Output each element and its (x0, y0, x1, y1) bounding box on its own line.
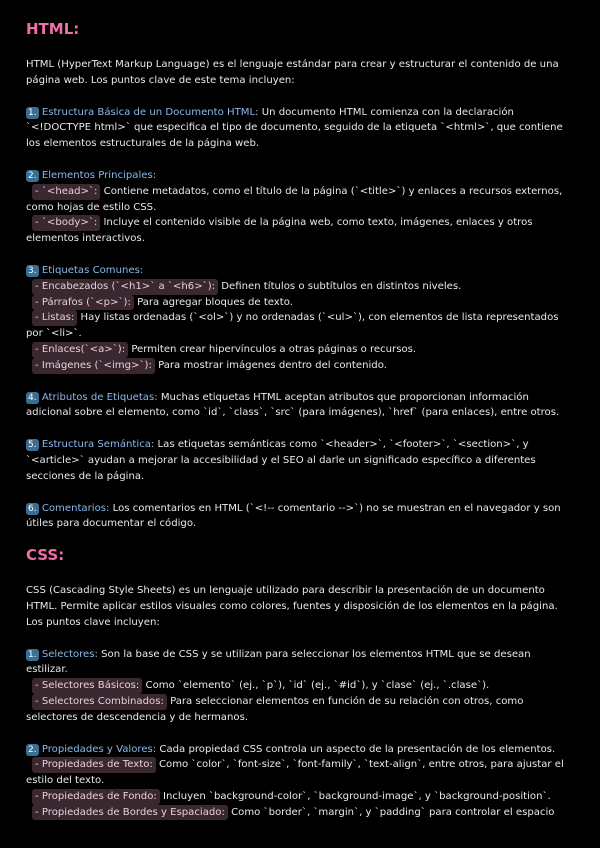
item-text: Las etiquetas semánticas como `<header>`, `<footer>`, `<section>`, y `<article>` ayudan a mejorar la accesibilidad y el SEO al darle un significado específico a diferentes secciones de la página. (26, 439, 536, 482)
html-item-2 (26, 168, 572, 247)
html-item-4 (26, 390, 572, 422)
sub-text: Incluye el contenido visible de la página web, como texto, imágenes, enlaces y otros elementos interactivos. (26, 217, 533, 245)
sub-label: - Imágenes (`<img>`): (32, 358, 155, 374)
item-number: 3. (28, 265, 37, 276)
sub-text: Definen títulos o subtítulos en distintos niveles. (218, 280, 462, 292)
item-text: Son la base de CSS y se utilizan para seleccionar los elementos HTML que se desean estilizar. (26, 648, 531, 676)
item-number: 1. (28, 649, 37, 660)
item-heading: Estructura Semántica: (41, 439, 155, 451)
sub-item (26, 215, 572, 247)
item-heading: Elementos Principales: (41, 169, 157, 181)
css-item-1 (26, 647, 572, 726)
item-heading: Estructura Básica de un Documento HTML: (41, 106, 259, 118)
css-intro: CSS (Cascading Style Sheets) es un lenguaje utilizado para describir la presentación de un documento HTML. Permite aplicar estilos visuales como colores, fuentes y disposición de los elementos en la página. Los puntos clave incluyen: (26, 585, 558, 628)
item-heading: Comentarios: (41, 502, 110, 514)
sub-item (26, 184, 572, 216)
item-number: 2. (28, 744, 37, 755)
sub-label: - Propiedades de Fondo: (32, 789, 160, 805)
sub-text: Hay listas ordenadas (`<ol>`) y no ordenadas (`<ul>`), con elementos de lista representados por `<li>`. (26, 312, 559, 340)
sub-label: - `<head>`: (32, 184, 100, 200)
html-item-6 (26, 501, 572, 533)
sub-text: Para seleccionar elementos en función de su relación con otros, como selectores de descendencia y de hermanos. (26, 695, 524, 723)
sub-label: - Listas: (32, 310, 77, 326)
sub-text: Para agregar bloques de texto. (133, 296, 293, 308)
sub-text: Como `color`, `font-size`, `font-family`, `text-align`, entre otros, para ajustar el estilo del texto. (26, 759, 564, 787)
sub-label: - Propiedades de Texto: (32, 757, 156, 773)
item-heading: Etiquetas Comunes: (41, 264, 144, 276)
html-item-1 (26, 105, 572, 152)
css-item-2 (26, 742, 572, 821)
css-section-title: CSS: (26, 546, 65, 565)
html-intro: HTML (HyperText Markup Language) es el lenguaje estándar para crear y estructurar el contenido de una página web. Los puntos clave de este tema incluyen: (26, 59, 559, 86)
sub-text: Incluyen `background-color`, `background-image`, y `background-position`. (159, 790, 551, 802)
sub-item (26, 358, 572, 374)
item-text: Los comentarios en HTML (`<!-- comentario -->`) no se muestran en el navegador y son útiles para documentar el código. (26, 502, 561, 530)
item-heading: Propiedades y Valores: (41, 743, 157, 755)
sub-text: Para mostrar imágenes dentro del contenido. (154, 359, 387, 371)
sub-item (26, 678, 572, 694)
sub-item (26, 789, 572, 805)
sub-item (26, 694, 572, 726)
sub-label: - Selectores Básicos: (32, 678, 142, 694)
html-section-title: HTML: (26, 20, 80, 38)
item-number: 4. (28, 392, 37, 403)
sub-label: - Párrafos (`<p>`): (32, 295, 134, 311)
sub-item (26, 757, 572, 789)
sub-item (26, 279, 572, 295)
sub-label: - Encabezados (`<h1>` a `<h6>`): (32, 279, 218, 295)
sub-text: Como `border`, `margin`, y `padding` para controlar el espacio (227, 806, 555, 818)
item-number: 5. (28, 440, 37, 451)
item-text: Un documento HTML comienza con la declaración `<!DOCTYPE html>` que especifica el tipo de documento, seguido de la etiqueta `<html>`, que contiene los elementos estructurales de la página web. (26, 106, 563, 150)
item-heading: Atributos de Etiquetas: (41, 391, 158, 403)
item-text: Cada propiedad CSS controla un aspecto de la presentación de los elementos. (156, 743, 556, 755)
html-item-3 (26, 263, 572, 374)
sub-item (26, 342, 572, 358)
sub-item (26, 805, 572, 821)
sub-label: - Propiedades de Bordes y Espaciado: (32, 805, 228, 821)
sub-item (26, 295, 572, 311)
html-item-5 (26, 437, 572, 484)
sub-label: - `<body>`: (32, 215, 100, 231)
sub-label: - Enlaces(`<a>`): (32, 342, 128, 358)
item-number: 6. (28, 503, 37, 514)
sub-text: Contiene metadatos, como el título de la página (`<title>`) y enlaces a recursos externos, como hojas de estilo CSS. (26, 185, 563, 213)
sub-item (26, 310, 572, 342)
sub-text: Permiten crear hipervínculos a otras páginas o recursos. (128, 343, 417, 355)
sub-label: - Selectores Combinados: (32, 694, 167, 710)
item-number: 1. (28, 107, 37, 118)
sub-text: Como `elemento` (ej., `p`), `id` (ej., `#id`), y `clase` (ej., `.clase`). (142, 680, 490, 692)
item-number: 2. (28, 170, 37, 181)
item-heading: Selectores: (41, 648, 98, 660)
item-text: Muchas etiquetas HTML aceptan atributos que proporcionan información adicional sobre el elemento, como `id`, `class`, `src` (para imágenes), `href` (para enlaces), entre otros. (26, 391, 560, 419)
